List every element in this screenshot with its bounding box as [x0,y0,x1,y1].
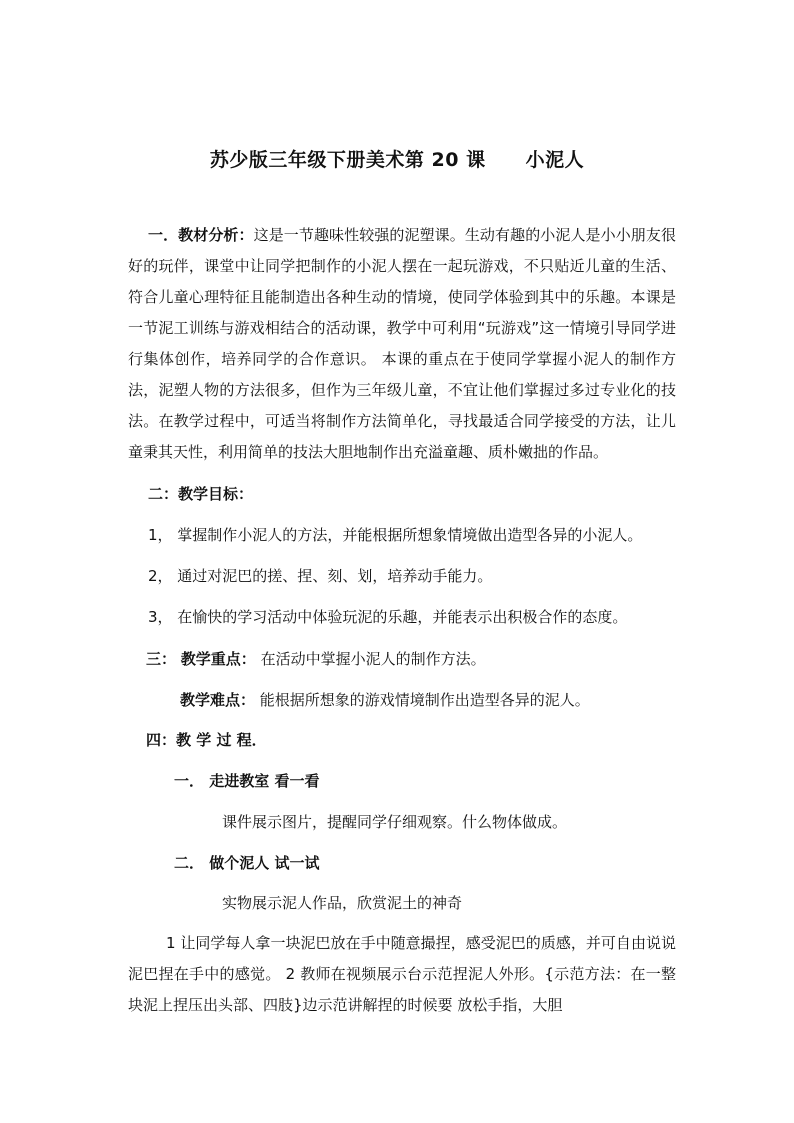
goal-item-1: 1， 掌握制作小泥人的方法，并能根据所想象情境做出造型各异的小泥人。 [148,526,643,544]
title-sub: 小泥人 [525,149,585,171]
document-title [0,145,794,172]
goal-item-3: 3， 在愉快的学习活动中体验玩泥的乐趣，并能表示出积极合作的态度。 [148,608,628,626]
section-3-heading: 三： [146,650,177,668]
step-1-title: 一． 走进教室 看一看 [174,772,320,790]
section-3-difficulty-line [180,689,590,710]
section-3-key-line [146,648,486,669]
difficulty-label: 教学难点： [180,691,256,709]
step-2-title: 二． 做个泥人 试一试 [174,854,320,872]
step-2-text: 实物展示泥人作品，欣赏泥土的神奇 [222,894,463,912]
goal-item-2: 2， 通过对泥巴的搓、捏、刻、划，培养动手能力。 [148,567,493,585]
key-point-label: 教学重点： [180,650,256,668]
step-2-paragraph: 1 让同学每人拿一块泥巴放在手中随意撮捏，感受泥巴的质感，并可自由说说泥巴捏在手中的感觉。 2 教师在视频展示台示范捏泥人外形。{示范方法：在一整块泥上捏压出头部、四肢}边示范讲解捏的时候要 放松手指，大胆 [128,934,676,1014]
section-1-heading: 一．教材分析： [148,226,254,244]
title-main: 苏少版三年级下册美术第 20 课 [209,149,486,171]
difficulty-text: 能根据所想象的游戏情境制作出造型各异的泥人。 [259,691,590,709]
section-4-heading: 四：教 学 过 程． [146,731,267,749]
section-1-text: 这是一节趣味性较强的泥塑课。生动有趣的小泥人是小小朋友很好的玩伴，课堂中让同学把制作的小泥人摆在一起玩游戏，不只贴近儿童的生活、符合儿童心理特征且能制造出各种生动的情境，使同学体验到其中的乐趣。本课是一节泥工训练与游戏相结合的活动课，教学中可利用“玩游戏”这一情境引导同学进行集体创作，培养同学的合作意识。 本课的重点在于使同学掌握小泥人的制作方法，泥塑人物的方法很多，但作为三年级儿童，不宜让他们掌握过多过专业化的技法。在教学过程中，可适当将制作方法简单化，寻找最适合同学接受的方法，让儿童秉其天性，利用简单的技法大胆地制作出充溢童趣、质朴嫩拙的作品。 [128,226,676,461]
key-point-text: 在活动中掌握小泥人的制作方法。 [260,650,486,668]
step-1-text: 课件展示图片，提醒同学仔细观察。什么物体做成。 [222,813,568,831]
section-1-paragraph [128,220,676,468]
section-2-heading: 二：教学目标： [148,485,254,503]
